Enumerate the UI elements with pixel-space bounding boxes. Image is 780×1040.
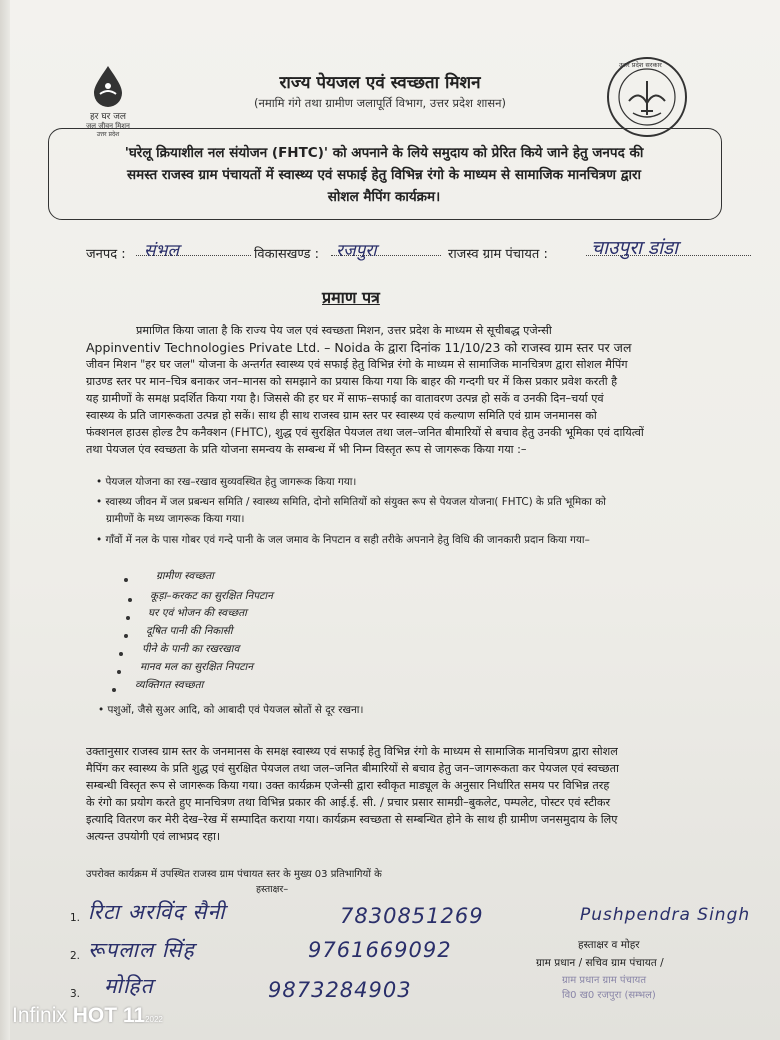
header-title: राज्य पेयजल एवं स्वच्छता मिशन <box>279 73 481 93</box>
participant-1-phone: 7830851269 <box>340 904 484 928</box>
participant-2-name: रूपलाल सिंह <box>88 938 195 962</box>
para2-line-2: मैपिंग कर स्वास्थ्य के प्रति शुद्ध एवं सुरक्षित पेयजल तथा जल–जनित बीमारियों से बचाव हेतु जन–जागरूकता कर पेयजल एवं स्वच्छता <box>86 762 619 775</box>
bullet-1-text: पेयजल योजना का रख–रखाव सुव्यवस्थित हेतु जागरूक किया गया। <box>105 476 357 488</box>
program-title-line-3: सोशल मैपिंग कार्यक्रम। <box>327 189 441 205</box>
janpad-label: जनपद : <box>86 247 126 262</box>
emblem-caption: उत्तर प्रदेश सरकार <box>619 61 662 69</box>
water-drop-icon <box>78 64 138 108</box>
logo-left-line-1: हर घर जल <box>90 112 126 122</box>
sub-bullet-1 <box>124 578 128 582</box>
para2-line-5: इत्यादि वितरण कर मेरी देख–रेख में सम्पादित कराया गया। कार्यक्रम स्वच्छता से सम्बन्धित होने के साथ ही ग्रामीण जनसमुदाय के लिए <box>86 813 618 826</box>
paper-edge <box>0 0 10 1040</box>
participant-1-name: रिटा अरविंद सैनी <box>88 900 226 924</box>
para1-line-1: प्रमाणित किया जाता है कि राज्य पेय जल एवं स्वच्छता मिशन, उत्तर प्रदेश के माध्यम से सूचीबद्ध एजेन्सी <box>136 324 552 337</box>
bullet-2-cont: ग्रामीणों के मध्य जागरूक किया गया। <box>106 513 245 525</box>
sub-item-7: व्यक्तिगत स्वच्छता <box>135 679 204 691</box>
janpad-value: संभल <box>144 241 179 261</box>
sub-item-6: मानव मल का सुरक्षित निपटान <box>140 661 253 673</box>
certificate-title: प्रमाण पत्र <box>322 288 380 307</box>
watermark-year: 2022 <box>145 1015 163 1024</box>
gram-value: चाउपुरा डांडा <box>591 237 679 259</box>
signatures-label: हस्ताक्षर– <box>256 884 289 895</box>
para2-line-1: उक्तानुसार राजस्व ग्राम स्तर के जनमानस के समक्ष स्वास्थ्य एवं सफाई हेतु विभिन्न रंगो के माध्यम से सामाजिक मानचित्रण द्वारा सोशल <box>86 745 618 758</box>
header-subtitle: (नमामि गंगे तथा ग्रामीण जलापूर्ति विभाग, उत्तर प्रदेश शासन) <box>253 96 507 110</box>
sub-item-2: कूड़ा–करकट का सुरक्षित निपटान <box>150 590 273 602</box>
participants-heading: उपरोक्त कार्यक्रम में उपस्थित राजस्व ग्राम पंचायत स्तर के मुख्य 03 प्रतिभागियों के <box>86 869 382 880</box>
logo-left-line-2: जल जीवन मिशन <box>86 122 130 130</box>
participant-3-name: मोहित <box>104 974 154 998</box>
program-title-line-2: समस्त राजस्व ग्राम पंचायतों में स्वास्थ्य एवं सफाई हेतु विभिन्न रंगो के माध्यम से सामाजिक मानचित्रण द्वारा <box>127 167 641 183</box>
certificate-paragraph-1 <box>86 322 726 458</box>
bullet-1: • पेयजल योजना का रख–रखाव सुव्यवस्थित हेतु जागरूक किया गया। <box>96 476 357 488</box>
para1-line-5: यह ग्रामीणों के समक्ष प्रदर्शित किया गया है। जिससे की हर घर में साफ–सफाई का वातावरण उत्पन्न हो सकें व उनकी दिन–चर्या एवं <box>86 392 604 405</box>
pradhan-label-1: हस्ताक्षर व मोहर <box>578 939 640 951</box>
participant-2-phone: 9761669092 <box>308 938 452 962</box>
bullet-4: • पशुओं, जैसे सुअर आदि, को आबादी एवं पेयजल स्रोतों से दूर रखना। <box>98 704 364 716</box>
sub-bullet-4 <box>124 634 128 638</box>
watermark-model: HOT 11 <box>72 1004 146 1027</box>
bullet-3-text: गाँवों में नल के पास गोबर एवं गन्दे पानी के जल जमाव के निपटान व सही तरीके अपनाने हेतु विधि की जानकारी प्रदान किया गया– <box>105 534 590 546</box>
sub-item-3: घर एवं भोजन की स्वच्छता <box>148 607 247 619</box>
vikas-value: रजपुरा <box>336 241 377 261</box>
sub-bullet-3 <box>126 616 130 620</box>
camera-watermark <box>12 1004 163 1028</box>
participant-3-num: 3. <box>70 988 81 1000</box>
certificate-paragraph-2 <box>86 743 726 845</box>
participant-2-num: 2. <box>70 950 81 962</box>
logo-left-line-3: उत्तर प्रदेश <box>96 131 120 138</box>
para1-line-7: फंक्शनल हाउस होल्ड टैप कनैक्शन (FHTC), शुद्ध एवं सुरक्षित पेयजल तथा जल–जनित बीमारियों से बचाव हेतु उनकी भूमिका एवं दायित्वों <box>86 426 644 439</box>
para1-line-8: तथा पेयजल एंव स्वच्छता के प्रति योजना समन्वय के सम्बन्ध में भी निम्न विस्तृत रूप से जागरूक किया गया :– <box>86 443 527 456</box>
participant-3-phone: 9873284903 <box>268 978 412 1002</box>
bullet-2: • स्वास्थ्य जीवन में जल प्रबन्धन समिति / स्वास्थ्य समिति, दोनो समितियों को संयुक्त रूप से पेयजल योजना( FHTC) के प्रति भूमिका को <box>96 496 606 508</box>
para1-line-4: ग्राउण्ड स्तर पर मान–चित्र बनाकर जन–मानस को समझाने का प्रयास किया गया कि बाहर की गन्दगी घर में किस प्रकार प्रवेश करती है <box>86 375 618 388</box>
para2-line-3: सम्बन्धी विस्तृत रूप से जागरूक किया गया। उक्त कार्यक्रम एजेन्सी द्वारा स्वीकृत माड्यूल के अनुसार निर्धारित समय पर विभिन्न तरह <box>86 779 610 792</box>
sub-bullet-2 <box>128 598 132 602</box>
sub-bullet-6 <box>117 670 121 674</box>
para1-line-6: स्वास्थ्य के प्रति जागरूकता उत्पन्न हो सकें। साथ ही साथ राजस्व ग्राम स्तर पर स्वास्थ्य एवं कल्याण समिति एवं ग्राम जनमानस को <box>86 409 597 422</box>
sub-bullet-7 <box>112 688 116 692</box>
para2-line-4: के रंगो का प्रयोग करते हुए मानचित्रण तथा विभिन्न प्रकार की आई.ई. सी. / प्रचार प्रसार सामग्री–बुकलेट, पम्पलेट, पोस्टर एवं स्टीकर <box>86 796 611 809</box>
sub-bullet-5 <box>119 652 123 656</box>
participant-1-num: 1. <box>70 912 81 924</box>
para2-line-6: अत्यन्त उपयोगी एवं लाभप्रद रहा। <box>86 830 221 843</box>
location-fields <box>86 238 766 268</box>
bullet-2-text: स्वास्थ्य जीवन में जल प्रबन्धन समिति / स्वास्थ्य समिति, दोनो समितियों को संयुक्त रूप से पेयजल योजना( FHTC) के प्रति भूमिका को <box>105 496 606 508</box>
program-title-text <box>58 142 710 208</box>
gram-label: राजस्व ग्राम पंचायत : <box>448 247 548 262</box>
para1-line-3: जीवन मिशन "हर घर जल" योजना के अन्तर्गत स्वास्थ्य एवं सफाई हेतु विभिन्न रंगो के माध्यम से सामाजिक मानचित्रण द्वारा सोशल मैपिंग <box>86 358 628 371</box>
program-title-line-1: 'घरेलू क्रियाशील नल संयोजन (FHTC)' को अपनाने के लिये समुदाय को प्रेरित किये जाने हेतु जनपद की <box>124 145 644 161</box>
sub-item-5: पीने के पानी का रखरखाव <box>142 643 240 655</box>
pradhan-stamp-2: वि0 ख0 रजपुरा (सम्भल) <box>562 990 656 1001</box>
sub-item-4: दूषित पानी की निकासी <box>146 625 233 637</box>
pradhan-label-2: ग्राम प्रधान / सचिव ग्राम पंचायत / <box>536 957 664 969</box>
watermark-brand: Infinix <box>12 1004 67 1027</box>
bullet-4-text: पशुओं, जैसे सुअर आदि, को आबादी एवं पेयजल स्रोतों से दूर रखना। <box>107 704 364 716</box>
bullet-3: • गाँवों में नल के पास गोबर एवं गन्दे पानी के जल जमाव के निपटान व सही तरीके अपनाने हेतु विधि की जानकारी प्रदान किया गया– <box>96 534 590 546</box>
sub-item-1: ग्रामीण स्वच्छता <box>156 570 214 582</box>
vikas-label: विकासखण्ड : <box>254 247 320 262</box>
pradhan-stamp-1: ग्राम प्रधान ग्राम पंचायत <box>562 975 647 986</box>
pradhan-signature: Pushpendra Singh <box>580 905 751 925</box>
para1-line-2: Appinventiv Technologies Private Ltd. – Noida के द्वारा दिनांक 11/10/23 को राजस्व ग्राम स्तर पर जल <box>86 340 632 355</box>
